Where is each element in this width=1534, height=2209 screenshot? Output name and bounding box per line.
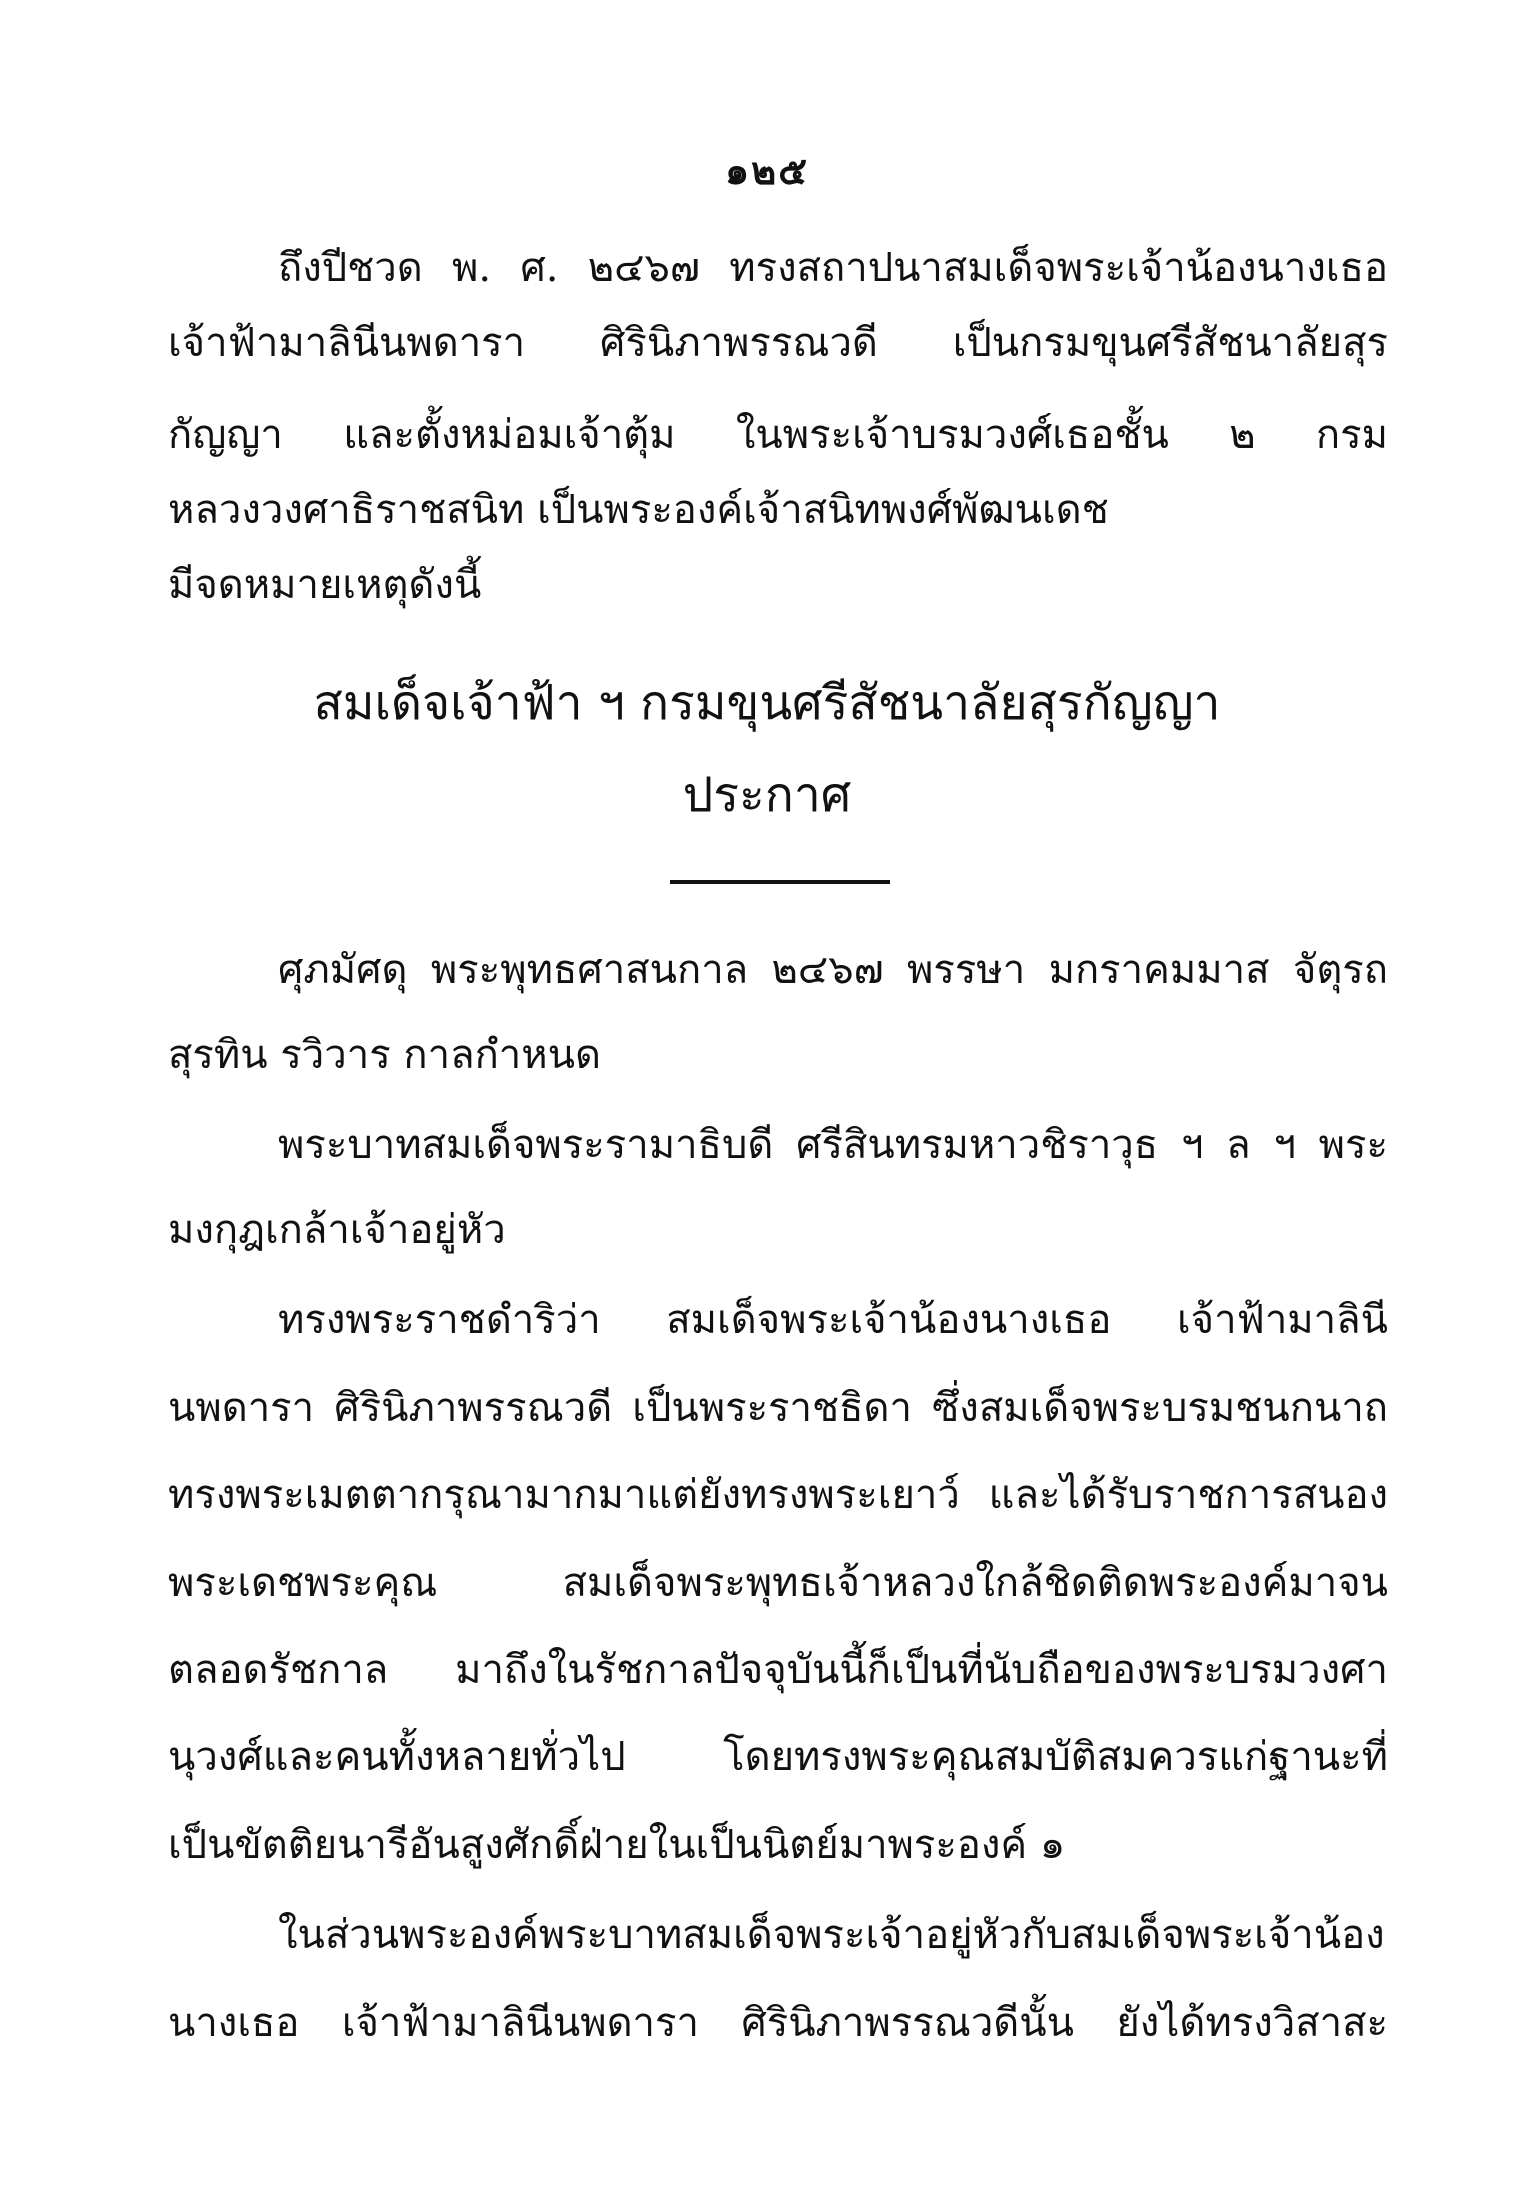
para1-line-2: สุรทิน รวิวาร กาลกำหนด [168,1032,601,1078]
intro-line-4: หลวงวงศาธิราชสนิท เป็นพระองค์เจ้าสนิทพงศ์พัฒนเดช [168,487,1109,533]
proclamation-title: สมเด็จเจ้าฟ้า ฯ กรมขุนศรีสัชนาลัยสุรกัญญา [313,675,1221,731]
para3-line-3: ทรงพระเมตตากรุณามากมาแต่ยังทรงพระเยาว์ และได้รับราชการสนอง [168,1472,1388,1518]
heading-divider [670,880,890,884]
para3-line-5: ตลอดรัชกาล มาถึงในรัชกาลปัจจุบันนี้ก็เป็นที่นับถือของพระบรมวงศา [168,1647,1388,1693]
intro-line-5: มีจดหมายเหตุดังนี้ [168,562,482,608]
para3-line-4: พระเดชพระคุณ สมเด็จพระพุทธเจ้าหลวงใกล้ชิดติดพระองค์มาจน [168,1560,1388,1606]
proclamation-subtitle: ประกาศ [682,767,852,823]
para4-line-2: นางเธอ เจ้าฟ้ามาลินีนพดารา ศิรินิภาพรรณวดีนั้น ยังได้ทรงวิสาสะ [168,2000,1388,2046]
para3-line-1: ทรงพระราชดำริว่า สมเด็จพระเจ้าน้องนางเธอ เจ้าฟ้ามาลินี [278,1297,1388,1343]
para4-line-1: ในส่วนพระองค์พระบาทสมเด็จพระเจ้าอยู่หัวกับสมเด็จพระเจ้าน้อง [278,1912,1385,1958]
para3-line-2: นพดารา ศิรินิภาพรรณวดี เป็นพระราชธิดา ซึ่งสมเด็จพระบรมชนกนาถ [168,1385,1388,1431]
page-number: ๑๒๕ [725,148,809,193]
para2-line-1: พระบาทสมเด็จพระรามาธิบดี ศรีสินทรมหาวชิราวุธ ฯ ล ฯ พระ [278,1122,1388,1168]
para3-line-6: นุวงศ์และคนทั้งหลายทั่วไป โดยทรงพระคุณสมบัติสมควรแก่ฐานะที่ [168,1734,1388,1780]
intro-line-2: เจ้าฟ้ามาลินีนพดารา ศิรินิภาพรรณวดี เป็นกรมขุนศรีสัชนาลัยสุร [168,320,1388,366]
intro-line-3: กัญญา และตั้งหม่อมเจ้าตุ้ม ในพระเจ้าบรมวงศ์เธอชั้น ๒ กรม [168,412,1388,458]
para3-line-7: เป็นขัตติยนารีอันสูงศักดิ์ฝ่ายในเป็นนิตย์มาพระองค์ ๑ [168,1822,1066,1868]
intro-line-1: ถึงปีชวด พ. ศ. ๒๔๖๗ ทรงสถาปนาสมเด็จพระเจ้าน้องนางเธอ [278,245,1388,291]
para2-line-2: มงกุฎเกล้าเจ้าอยู่หัว [168,1207,506,1253]
para1-line-1: ศุภมัศดุ พระพุทธศาสนกาล ๒๔๖๗ พรรษา มกราคมมาส จัตุรถ [278,947,1388,993]
